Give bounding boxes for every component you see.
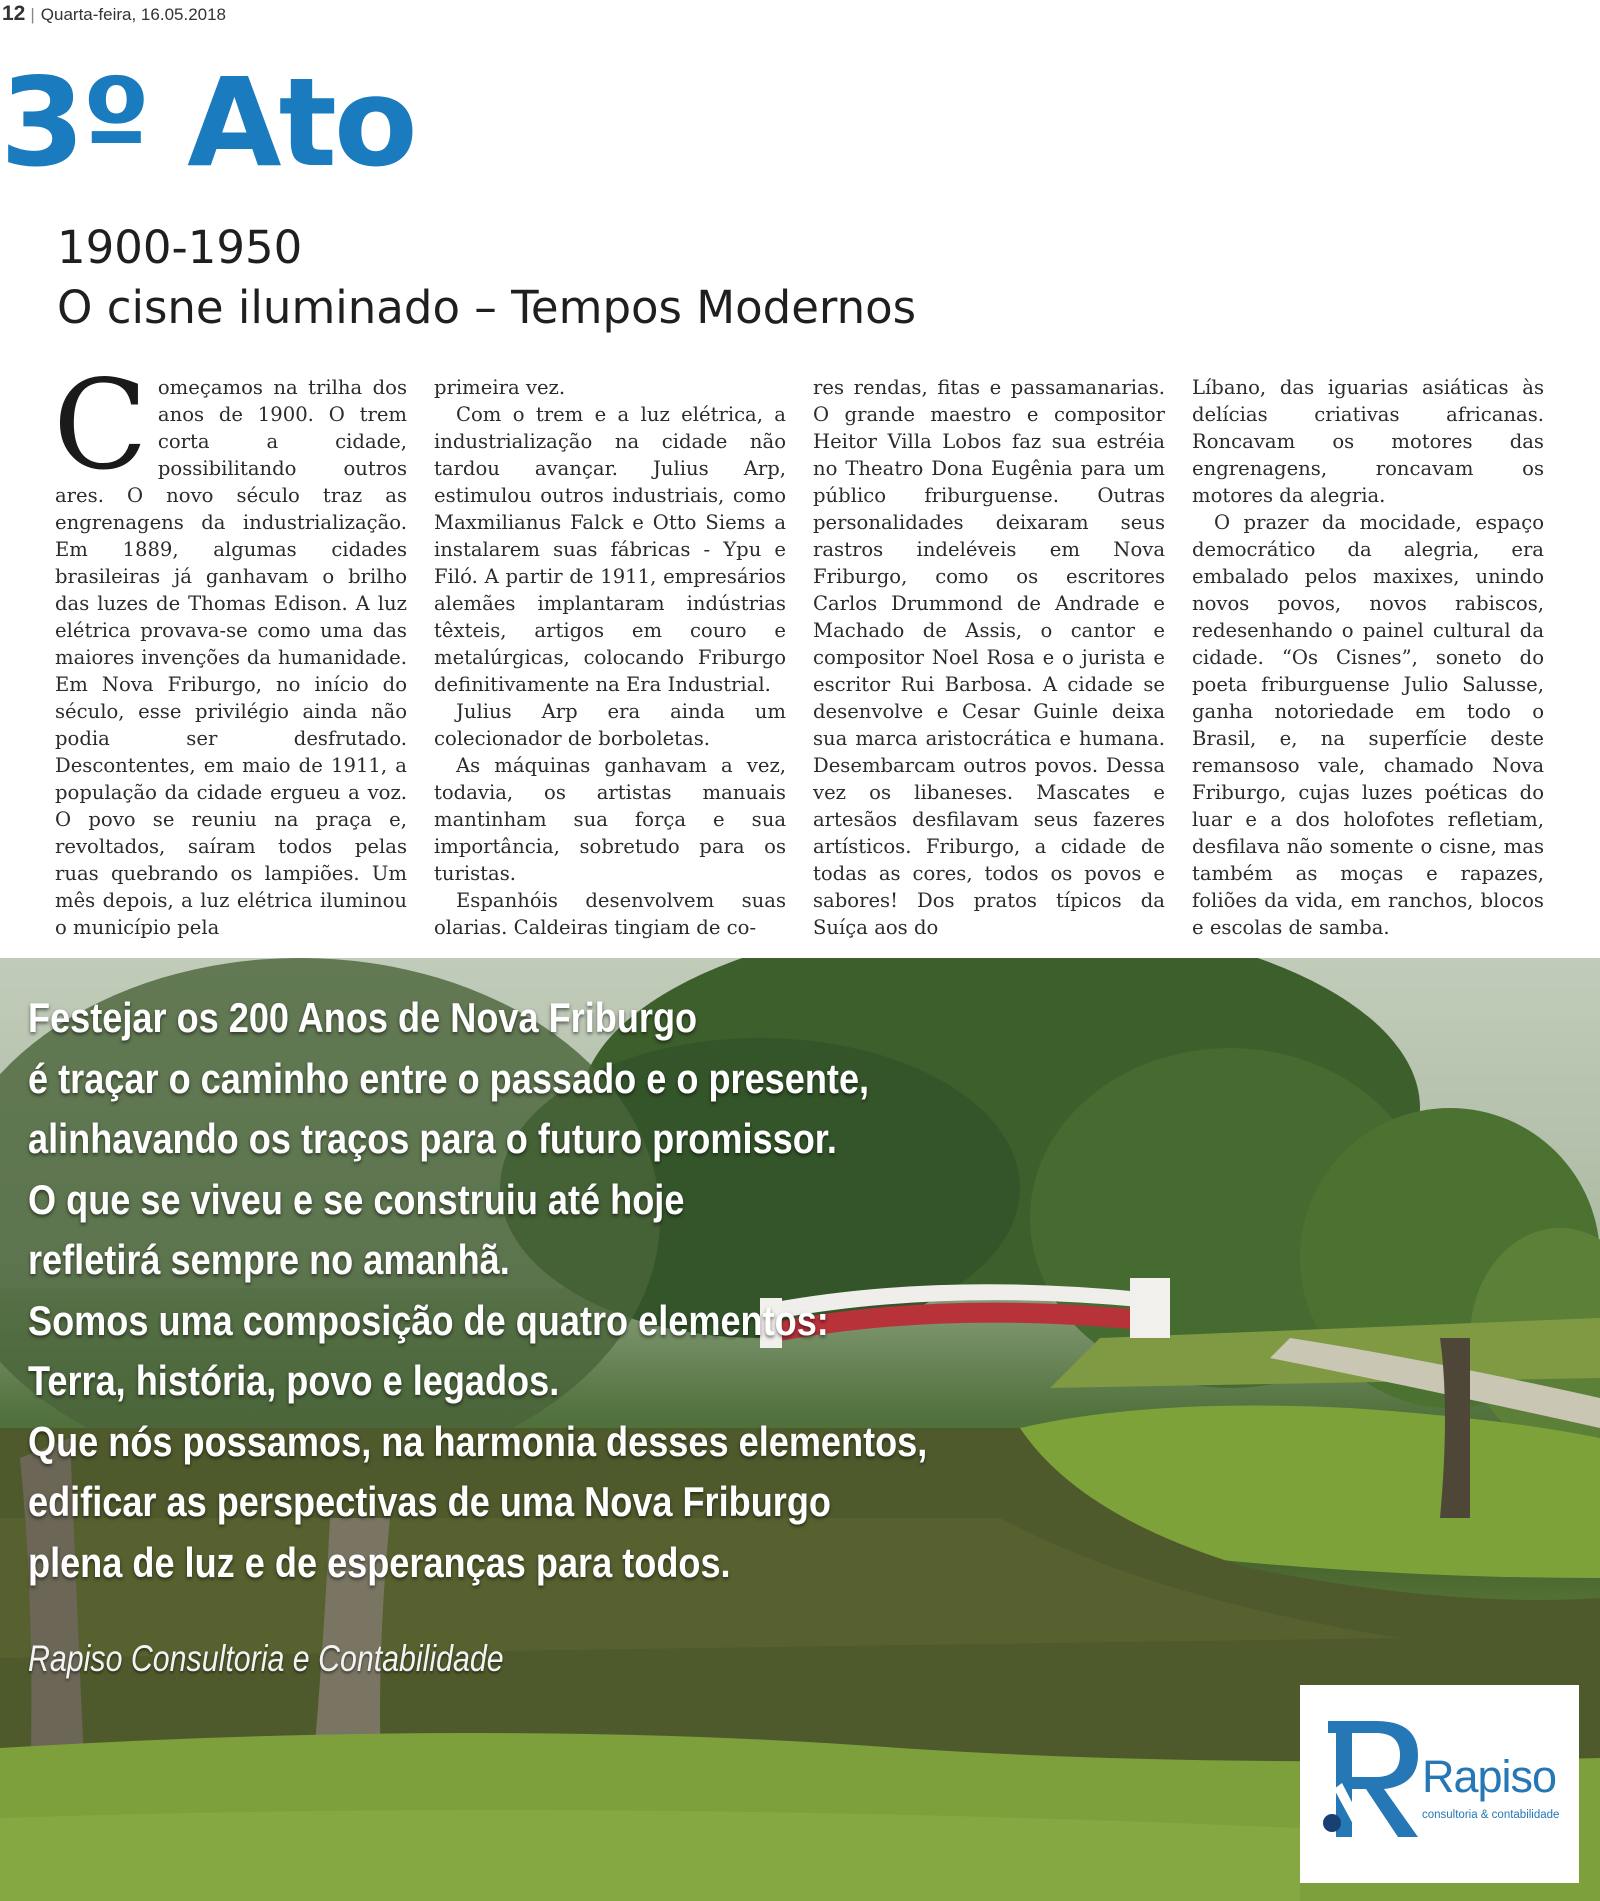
article-subtitle (57, 218, 916, 338)
quote-line: alinhavando os traços para o futuro promissor. (28, 1115, 837, 1162)
paragraph: primeira vez. (434, 376, 566, 399)
quote-line: Que nós possamos, na harmonia desses elementos, (28, 1417, 928, 1465)
logo-tagline: consultoria & contabilidade (1422, 1809, 1560, 1821)
quote-line: plena de luz e de esperanças para todos. (28, 1538, 731, 1586)
paragraph: Julius Arp era ainda um colecionador de borboletas. (434, 700, 786, 750)
paragraph: omeçamos na trilha dos anos de 1900. O trem corta a cidade, possibilitando outros ares. O novo século traz as engrenagens da industrialização. Em 1889, algumas cidades brasileiras já ganhavam o brilho das luzes de Thomas Edison. A luz elétrica provava-se como uma das maiores invenções da humanidade. Em Nova Friburgo, no início do século, esse privilégio ainda não podia ser desfrutado. Descontentes, em maio de 1911, a população da cidade ergueu a voz. O povo se reuniu na praça e, revoltados, saíram todos pelas ruas quebrando os lampiões. Um mês depois, a luz elétrica iluminou o município pela (55, 376, 407, 939)
issue-date: Quarta-feira, 16.05.2018 (40, 5, 227, 24)
quote-line: Terra, história, povo e legados. (28, 1357, 560, 1404)
article-column-2 (434, 374, 786, 941)
paragraph: O prazer da mocidade, espaço democrático da alegria, era embalado pelos maxixes, unindo novos povos, novos rabiscos, redesenhando o painel cultural da cidade. “Os Cisnes”, soneto do poeta friburguense Julio Salusse, ganha notoriedade em todo o Brasil, e, na superfície deste remansoso vale, chamado Nova Friburgo, cujas luzes poéticas do luar e a dos holofotes refletiam, desfilava não somente o cisne, mas também as moças e rapazes, foliões da vida, em ranchos, blocos e escolas de samba. (1192, 511, 1544, 939)
rapiso-logo (1300, 1685, 1579, 1883)
paragraph: Líbano, das iguarias asiáticas às delícias criativas africanas. Roncavam os motores das engrenagens, roncavam os motores da alegria. (1192, 376, 1544, 507)
article-column-3 (813, 374, 1165, 941)
subtitle-period: 1900-1950 (57, 221, 303, 274)
advertisement-photo (0, 958, 1600, 1901)
drop-cap: C (53, 354, 148, 498)
page-title: 3º Ato (0, 52, 415, 194)
quote-line: é traçar o caminho entre o passado e o presente, (28, 1054, 870, 1102)
page-number: 12 (2, 2, 26, 25)
quote-line: refletirá sempre no amanhã. (28, 1236, 510, 1283)
quote-line: O que se viveu e se construiu até hoje (28, 1175, 685, 1223)
paragraph: Com o trem e a luz elétrica, a industrialização na cidade não tardou avançar. Julius Arp, estimulou outros industriais, como Maxmilianus Falck e Otto Siems a instalarem suas fábricas - Ypu e Filó. A partir de 1911, empresários alemães implantaram indústrias têxteis, artigos em couro e metalúrgicas, colocando Friburgo definitivamente na Era Industrial. (434, 403, 786, 696)
quote-line: edificar as perspectivas de uma Nova Friburgo (28, 1478, 831, 1525)
article-column-1 (53, 354, 407, 941)
quote-line: Festejar os 200 Anos de Nova Friburgo (28, 994, 698, 1041)
advertisement-signature: Rapiso Consultoria e Contabilidade (28, 1638, 504, 1679)
folio-separator: | (30, 5, 35, 24)
rapiso-r-mark-icon (1318, 1713, 1428, 1853)
page-folio (2, 2, 226, 26)
subtitle-headline: O cisne iluminado – Tempos Modernos (57, 281, 917, 334)
paragraph: res rendas, fitas e passamanarias. O grande maestro e compositor Heitor Villa Lobos faz sua estréia no Theatro Dona Eugênia para um público friburguense. Outras personalidades deixaram seus rastros indeléveis em Nova Friburgo, como os escritores Carlos Drummond de Andrade e Machado de Assis, o cantor e compositor Noel Rosa e o jurista e escritor Rui Barbosa. A cidade se desenvolve e Cesar Guinle deixa sua marca aristocrática e humana. Desembarcam outros povos. Dessa vez os libaneses. Mascates e artesãos desfilavam seus fazeres artísticos. Friburgo, a cidade de todas as cores, todos os povos e sabores! Dos pratos típicos da Suíça aos do (813, 376, 1165, 939)
advertisement-quote (28, 988, 928, 1593)
paragraph: As máquinas ganhavam a vez, todavia, os artistas manuais mantinham sua força e sua importância, sobretudo para os turistas. (434, 754, 786, 885)
article-body (53, 354, 1545, 941)
paragraph: Espanhóis desenvolvem suas olarias. Caldeiras tingiam de co- (434, 889, 786, 939)
article-column-4 (1192, 374, 1544, 941)
logo-wordmark: Rapiso (1422, 1751, 1557, 1802)
quote-line: Somos uma composição de quatro elementos: (28, 1296, 829, 1344)
